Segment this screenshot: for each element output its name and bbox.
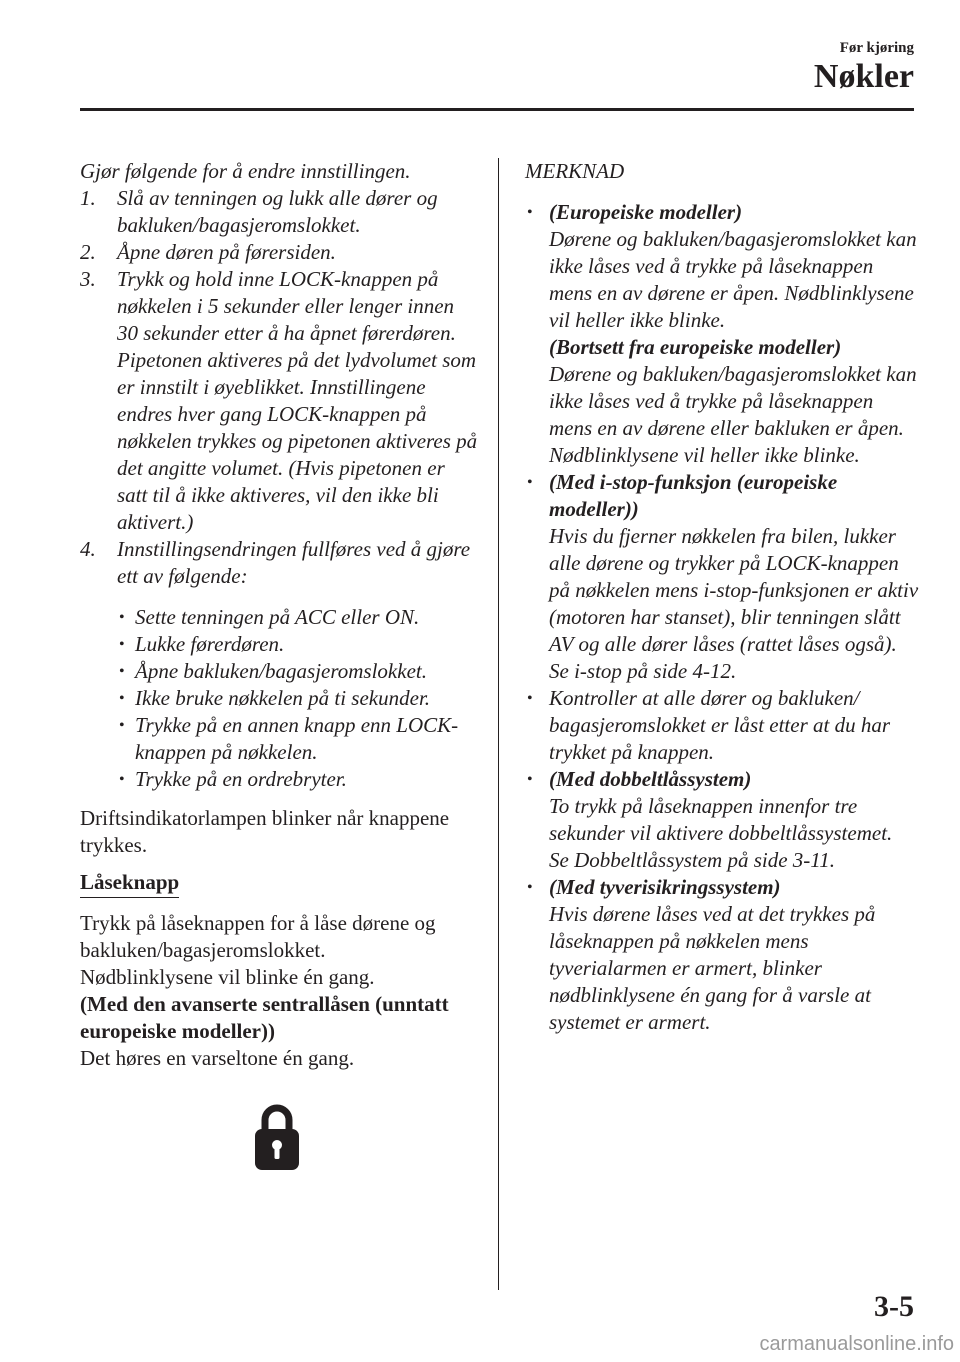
beep-text: Det høres en varseltone én gang. bbox=[80, 1046, 355, 1070]
right-column bbox=[525, 158, 920, 1036]
indicator-text: Driftsindikatorlampen blinker når knappene trykkes. bbox=[80, 806, 450, 857]
hazard-text: Nødblinklysene vil blinke én gang. bbox=[80, 965, 375, 989]
column-divider bbox=[498, 158, 499, 1290]
note-item: • (Med i-stop-funksjon (europeiske modeller)) Hvis du fjerner nøkkelen fra bilen, lukker alle dørene og trykker på LOCK-knappen på nøkkelen mens i-stop-funksjonen er aktiv (motoren har stanset), blir tenningen slått AV og alle dører låses (rattet låses også). Se i-stop på side 4-12. bbox=[527, 470, 919, 683]
header-rule bbox=[80, 108, 914, 111]
note-item: • (Europeiske modeller) Dørene og bakluken/bagasjeromslokket kan ikke låses ved å trykke på låseknappen mens en av dørene er åpen. Nødblinklysene vil heller ikke blinke. (Bortsett fra europeiske modeller) Dørene og bakluken/bagasjeromslokket kan ikke låses ved å trykke på låseknappen mens en av dørene eller bakluken er åpen. Nødblinklysene vil heller ikke blinke. bbox=[527, 200, 917, 467]
step-number: 4. bbox=[80, 537, 96, 561]
step-text: Innstillingsendringen fullføres ved å gjøre ett av følgende: bbox=[117, 537, 471, 588]
completion-options-list bbox=[80, 604, 480, 793]
step-2 bbox=[80, 239, 480, 266]
list-item: • Sette tenningen på ACC eller ON. bbox=[119, 605, 420, 629]
bold-note: (Med den avanserte sentrallåsen (unntatt europeiske modeller)) bbox=[80, 992, 449, 1043]
note-title: MERKNAD bbox=[525, 159, 625, 183]
left-column bbox=[80, 158, 480, 1072]
watermark: carmanualsonline.info bbox=[759, 1333, 954, 1355]
page-number: 3-5 bbox=[874, 1290, 914, 1323]
step-4 bbox=[80, 536, 480, 590]
step-number: 1. bbox=[80, 186, 96, 210]
note-item: • (Med dobbeltlåssystem) To trykk på låseknappen innenfor tre sekunder vil aktivere dobbeltlåssystemet. Se Dobbeltlåssystem på side 3-11. bbox=[527, 767, 893, 872]
list-item: • Ikke bruke nøkkelen på ti sekunder. bbox=[119, 686, 431, 710]
step-1 bbox=[80, 185, 480, 239]
step-text: Slå av tenningen og lukk alle dører og bakluken/bagasjeromslokket. bbox=[117, 186, 438, 237]
note-item: • (Med tyverisikringssystem) Hvis dørene låses ved at det trykkes på låseknappen på nøkkelen mens tyverialarmen er armert, blinker nødblinklysene én gang for å varsle at systemet er armert. bbox=[527, 875, 876, 1034]
step-3-detail: Pipetonen aktiveres på det lydvolumet som er innstilt i øyeblikket. Innstillingene endres hver gang LOCK-knappen på nøkkelen trykkes og pipetonen aktiveres på det angitte volumet. (Hvis pipetonen er satt til å ikke aktiveres, vil den ikke bli aktivert.) bbox=[117, 348, 478, 534]
subheading-lock-button: Låseknapp bbox=[80, 869, 179, 898]
step-number: 3. bbox=[80, 267, 96, 291]
intro-text: Gjør følgende for å endre innstillingen. bbox=[80, 159, 411, 183]
list-item: • Trykke på en annen knapp enn LOCK-knappen på nøkkelen. bbox=[119, 713, 459, 764]
list-item: • Lukke førerdøren. bbox=[119, 632, 285, 656]
section-label: Før kjøring bbox=[839, 40, 914, 56]
step-text: Åpne døren på førersiden. bbox=[117, 240, 336, 264]
list-item: • Åpne bakluken/bagasjeromslokket. bbox=[119, 659, 427, 683]
note-item: • Kontroller at alle dører og bakluken/ bagasjeromslokket er låst etter at du har trykket på knappen. bbox=[527, 686, 891, 764]
note-list bbox=[525, 199, 920, 1036]
step-text: Trykk og hold inne LOCK-knappen på nøkkelen i 5 sekunder eller lenger innen 30 sekunder etter å ha åpnet førerdøren. bbox=[117, 267, 456, 345]
list-item: • Trykke på en ordrebryter. bbox=[119, 767, 347, 791]
lock-text: Trykk på låseknappen for å låse dørene og bakluken/bagasjeromslokket. bbox=[80, 911, 436, 962]
lock-icon bbox=[253, 1100, 301, 1172]
page-title: Nøkler bbox=[813, 58, 914, 95]
step-number: 2. bbox=[80, 240, 96, 264]
step-3 bbox=[80, 266, 480, 347]
